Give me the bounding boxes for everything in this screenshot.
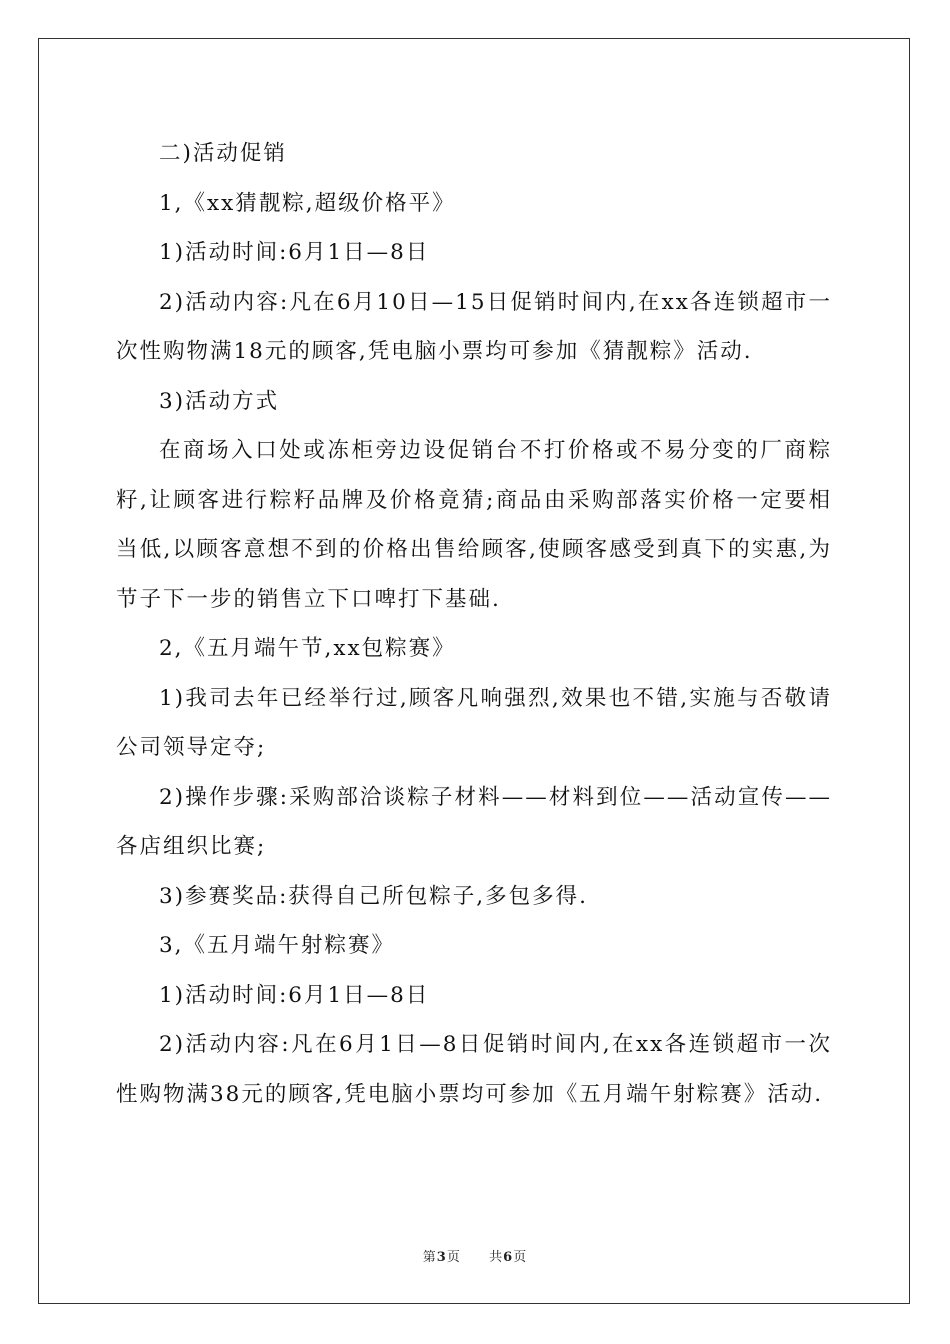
paragraph: 在商场入口处或冻柜旁边设促销台不打价格或不易分变的厂商粽籽,让顾客进行粽籽品牌及价格竟猜;商品由采购部落实价格一定要相当低,以顾客意想不到的价格出售给顾客,使顾客感受到真下的实惠,为节子下一步的销售立下口啤打下基础. — [116, 438, 832, 612]
page-total-label: 共6页 — [489, 1250, 528, 1265]
paragraph: 3)参赛奖品:获得自己所包粽子,多包多得. — [159, 883, 588, 909]
paragraph: 1)活动时间:6月1日—8日 — [159, 982, 430, 1008]
paragraph: 2,《五月端午节,xx包粽赛》 — [159, 636, 456, 661]
paragraph: 3)活动方式 — [159, 388, 280, 414]
paragraph: 2)操作步骤:采购部洽谈粽子材料——材料到位——活动宣传——各店组织比赛; — [116, 784, 832, 859]
paragraph: 1)我司去年已经举行过,顾客凡响强烈,效果也不错,实施与否敬请公司领导定夺; — [116, 685, 832, 760]
paragraph: 3,《五月端午射粽赛》 — [159, 933, 396, 958]
paragraph: 2)活动内容:凡在6月1日—8日促销时间内,在xx各连锁超市一次性购物满38元的顾客,凭电脑小票均可参加《五月端午射粽赛》活动. — [116, 1032, 832, 1107]
current-page-number: 3 — [436, 1250, 447, 1265]
document-body — [116, 129, 832, 1119]
total-page-count: 6 — [503, 1250, 514, 1265]
paragraph: 1)活动时间:6月1日—8日 — [159, 240, 430, 265]
paragraph: 1,《xx猜靓粽,超级价格平》 — [159, 190, 456, 216]
paragraph: 2)活动内容:凡在6月10日—15日促销时间内,在xx各连锁超市一次性购物满18元的顾客,凭电脑小票均可参加《猜靓粽》活动. — [116, 289, 832, 364]
paragraph: 二)活动促销 — [159, 141, 287, 166]
page-footer — [0, 1246, 950, 1265]
page-number-label: 第3页 — [422, 1250, 461, 1265]
